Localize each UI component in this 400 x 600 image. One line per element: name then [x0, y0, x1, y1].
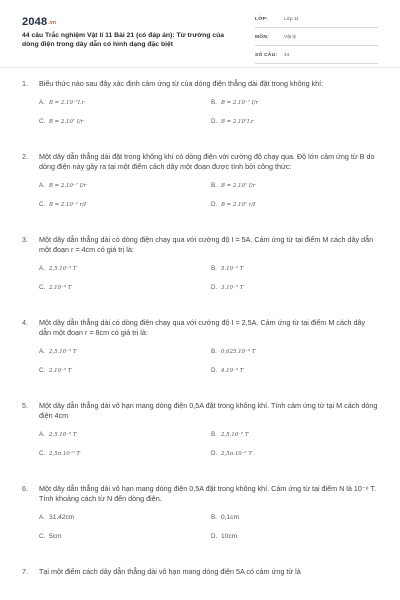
meta-row-grade: [255, 14, 378, 28]
site-logo[interactable]: [22, 16, 56, 28]
option-value: 3.10⁻⁵ T: [221, 285, 244, 291]
option-b[interactable]: [211, 431, 248, 438]
option-value: 2,5.10⁻⁶ T: [221, 432, 249, 438]
question-text: Một dây dẫn thẳng dài vô hạn mang dòng điện 0,5A đặt trong không khí. Tính cảm ứng từ tại M cách dòng điện 4cm: [39, 401, 378, 420]
option-value: 0,625.10⁻⁵ T: [221, 349, 256, 355]
question-number: 2.: [22, 152, 28, 161]
question-item: [0, 235, 400, 303]
meta-info: [255, 14, 378, 68]
option-value: 31,42cm: [49, 514, 75, 521]
option-letter: A.: [39, 348, 45, 355]
option-c[interactable]: [39, 450, 80, 457]
question-text: Tại một điểm cách dây dẫn thẳng dài vô hạn mang dòng điện 5A có cảm ứng từ là: [39, 567, 301, 576]
question-number: 1.: [22, 79, 28, 88]
meta-label: MÔN:: [255, 35, 269, 40]
question-item: [0, 318, 400, 386]
option-grid: [39, 348, 400, 386]
meta-value: 44: [284, 53, 290, 58]
question-text: Biểu thức nào sau đây xác định cảm ứng từ của dòng điện thẳng dài đặt trong không khí:: [39, 79, 324, 88]
option-value: B = 2.10⁷ I/r: [221, 183, 256, 189]
option-letter: B.: [211, 431, 217, 438]
option-grid: [39, 265, 400, 303]
option-b[interactable]: [211, 348, 255, 355]
option-value: B = 2.10⁷ I/r: [49, 119, 84, 125]
option-c[interactable]: [39, 201, 86, 208]
option-letter: D.: [211, 367, 218, 374]
option-c[interactable]: [39, 118, 83, 125]
meta-value: Vật lý: [284, 35, 296, 40]
question-number: 4.: [22, 318, 28, 327]
option-value: B = 2.10⁻⁷ I/r: [49, 183, 87, 189]
question-item: [0, 401, 400, 469]
option-c[interactable]: [39, 284, 71, 291]
option-letter: C.: [39, 533, 46, 540]
question-number: 6.: [22, 484, 28, 493]
header-divider: [0, 67, 400, 68]
option-grid: [39, 514, 400, 552]
option-letter: C.: [39, 450, 46, 457]
question-item: [0, 484, 400, 552]
option-letter: D.: [211, 284, 218, 291]
meta-value: Lớp 11: [284, 17, 299, 22]
logo-suffix: .vn: [48, 20, 57, 26]
option-letter: B.: [211, 99, 217, 106]
option-a[interactable]: [39, 265, 76, 272]
option-grid: [39, 431, 400, 469]
option-grid: [39, 182, 400, 220]
option-b[interactable]: [211, 182, 255, 189]
option-letter: A.: [39, 182, 45, 189]
option-d[interactable]: [211, 284, 243, 291]
question-item: [0, 79, 400, 137]
option-d[interactable]: [211, 450, 252, 457]
option-letter: A.: [39, 514, 45, 521]
option-value: 2,5.10⁻⁶ T: [49, 432, 77, 438]
option-letter: A.: [39, 265, 45, 272]
option-letter: C.: [39, 284, 46, 291]
option-value: 2,5π.10⁻⁶ T: [221, 451, 253, 457]
option-value: B = 2.10⁷ r/I: [221, 202, 256, 208]
option-letter: D.: [211, 533, 218, 540]
option-letter: A.: [39, 431, 45, 438]
logo-text: 2048: [22, 16, 48, 28]
option-value: B = 2.10⁻⁷I.r: [49, 100, 85, 106]
option-letter: B.: [211, 348, 217, 355]
question-number: 3.: [22, 235, 28, 244]
option-value: B = 2.10⁷I.r: [221, 119, 254, 125]
question-item: [0, 152, 400, 220]
option-value: 2.10⁻⁵ T: [49, 368, 72, 374]
option-a[interactable]: [39, 348, 76, 355]
question-text: Một dây dẫn thẳng dài đặt trong không khí có dòng điện với cường độ chạy qua. Độ lớn cảm ứng từ B do dòng điện này gây ra tại một điểm cách dây một đoạn được tính bởi công thức:: [39, 152, 375, 171]
option-letter: A.: [39, 99, 45, 106]
option-value: 2,5π.10⁻⁶ T: [49, 451, 81, 457]
question-text: Một dây dẫn thẳng dài có dòng điện chạy qua với cường độ I = 5A. Cảm ứng từ tại điểm M cách dây dẫn một đoạn r = 4cm có giá trị là:: [39, 235, 374, 254]
option-d[interactable]: [211, 201, 255, 208]
meta-label: SỐ CÂU:: [255, 53, 278, 58]
option-d[interactable]: [211, 367, 243, 374]
question-text: Một dây dẫn thẳng dài vô hạn mang dòng điện 0,5A đặt trong không khí. Cảm ứng từ tại điểm N là 10⁻⁶ T. Tính khoảng cách từ N đến dòng điện.: [39, 484, 377, 503]
option-letter: B.: [211, 265, 217, 272]
option-c[interactable]: [39, 533, 61, 540]
meta-label: LỚP:: [255, 17, 269, 22]
option-a[interactable]: [39, 182, 86, 189]
option-a[interactable]: [39, 514, 74, 521]
option-letter: D.: [211, 201, 218, 208]
option-b[interactable]: [211, 99, 258, 106]
option-letter: D.: [211, 450, 218, 457]
question-list: [0, 79, 400, 592]
option-value: 4.10⁻⁵ T: [221, 368, 244, 374]
option-value: 2,5.10⁻⁵ T: [49, 266, 77, 272]
meta-row-count: [255, 50, 378, 64]
option-b[interactable]: [211, 514, 239, 521]
option-letter: D.: [211, 118, 218, 125]
option-grid: [39, 99, 400, 137]
option-b[interactable]: [211, 265, 243, 272]
option-value: 2,5.10⁻⁵ T: [49, 349, 77, 355]
question-item: [0, 567, 400, 577]
question-number: 7.: [22, 567, 28, 576]
option-letter: C.: [39, 367, 46, 374]
page-title: 44 câu Trắc nghiệm Vật lí 11 Bài 21 (có đáp án): Từ trường của dòng điện trong dây dẫn có hình dạng đặc biệt: [22, 32, 225, 48]
option-value: B = 2.10⁻⁷ r/I: [49, 202, 87, 208]
option-value: 5.10⁻⁵ T: [221, 266, 244, 272]
option-letter: C.: [39, 201, 46, 208]
option-value: 2.10⁻⁵ T: [49, 285, 72, 291]
option-c[interactable]: [39, 367, 71, 374]
option-letter: B.: [211, 514, 217, 521]
question-number: 5.: [22, 401, 28, 410]
option-d[interactable]: [211, 533, 237, 540]
option-value: 5cm: [49, 533, 62, 540]
option-value: 0,1cm: [221, 514, 239, 521]
option-letter: C.: [39, 118, 46, 125]
meta-row-subject: [255, 32, 378, 46]
option-a[interactable]: [39, 99, 84, 106]
question-text: Một dây dẫn thẳng dài có dòng điện chạy qua với cường độ I = 2,5A. Cảm ứng từ tại điểm M cách dây dẫn một đoạn r = 8cm có giá trị là:: [39, 318, 366, 337]
option-value: B = 2.10⁻⁷ I/r: [221, 100, 259, 106]
option-d[interactable]: [211, 118, 254, 125]
option-value: 10cm: [221, 533, 238, 540]
option-a[interactable]: [39, 431, 76, 438]
option-letter: B.: [211, 182, 217, 189]
document-header: [0, 0, 400, 64]
